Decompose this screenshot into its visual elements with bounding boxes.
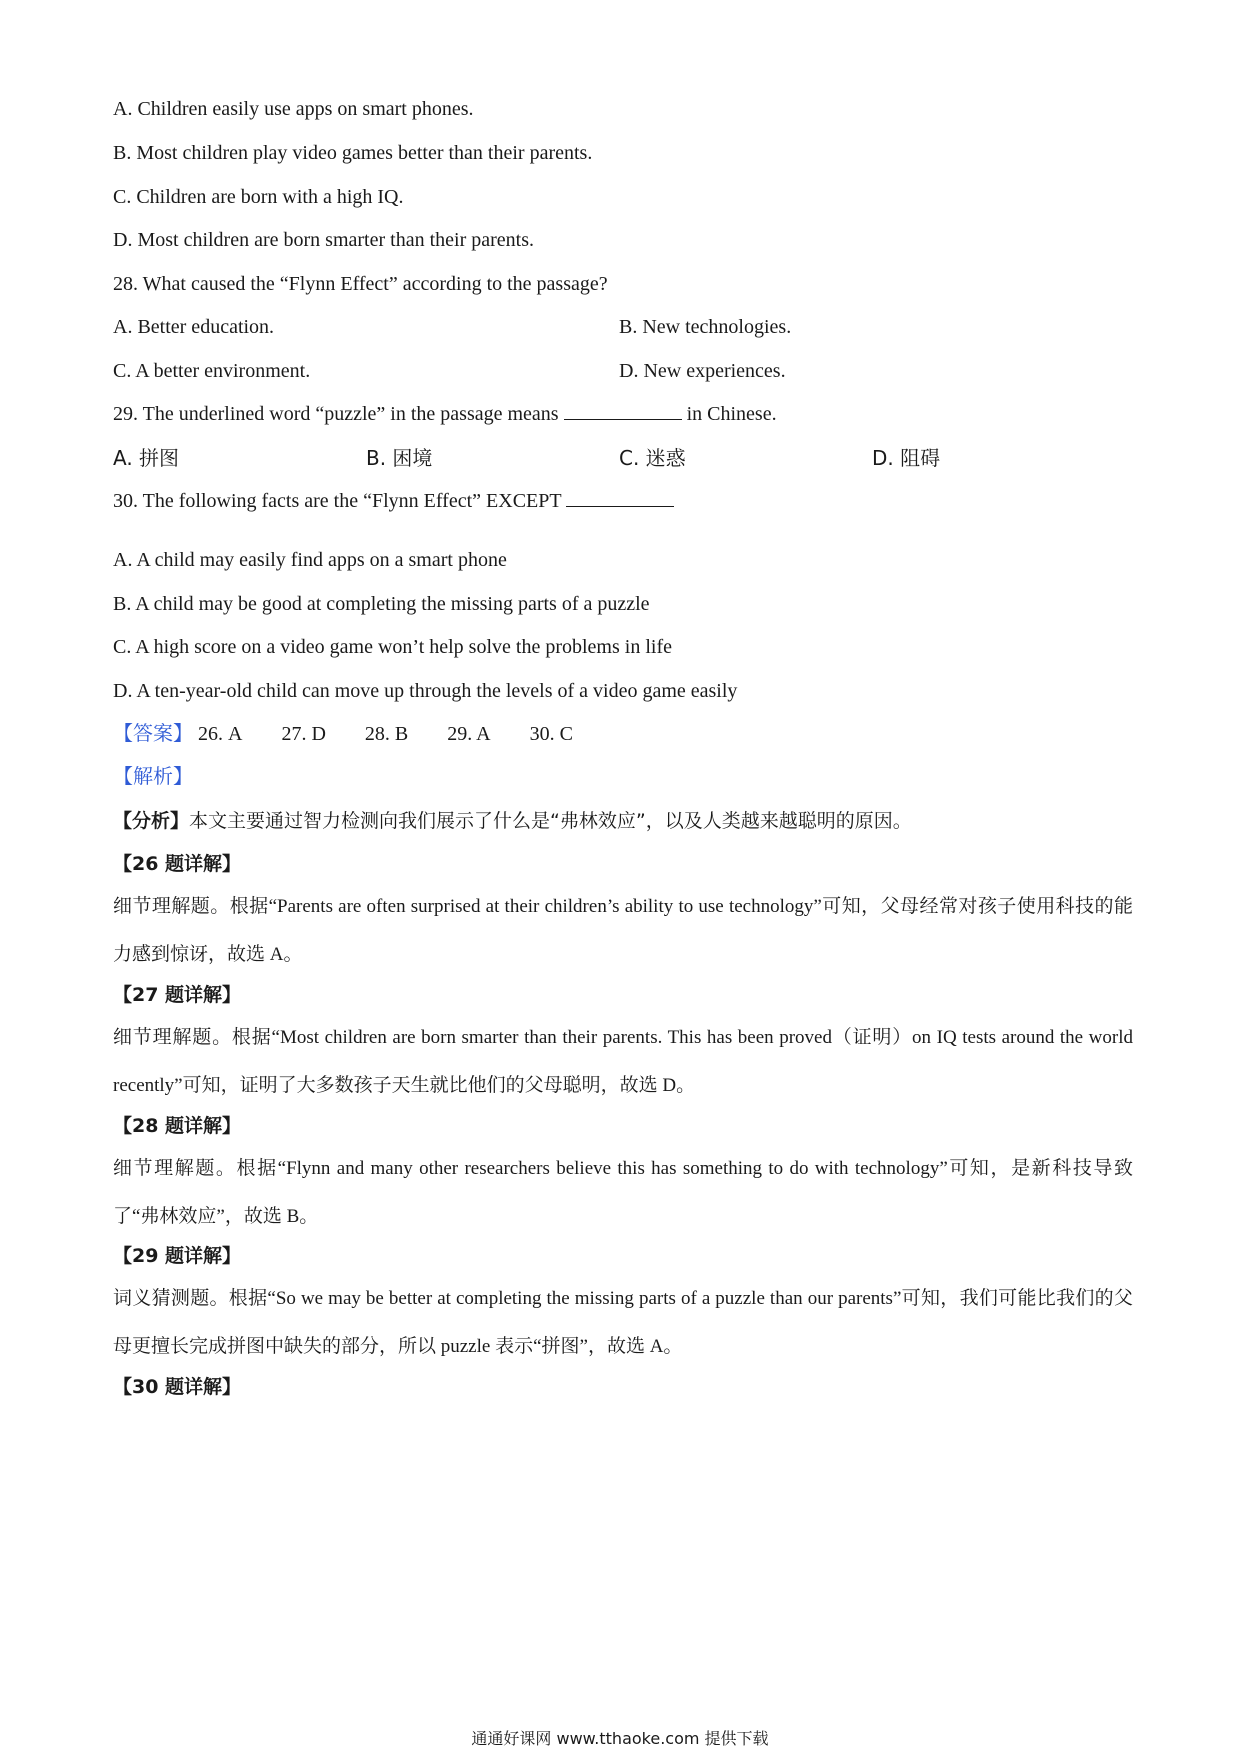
- q29-stem-before: 29. The underlined word “puzzle” in the passage means: [113, 403, 559, 425]
- summary-text: 本文主要通过智力检测向我们展示了什么是“弗林效应”，以及人类越来越聪明的原因。: [189, 810, 912, 832]
- q29-stem-after: in Chinese.: [686, 403, 777, 425]
- detail-28-text: 细节理解题。根据“Flynn and many other researchers believe this has something to do with technology”可知，是新科技导致了“弗林效应”，故选 B。: [113, 1158, 1133, 1227]
- q30-blank: [566, 488, 674, 507]
- q29-option-a: A. 拼图: [113, 446, 180, 470]
- q30-stem-text: 30. The following facts are the “Flynn Effect” EXCEPT: [113, 490, 562, 512]
- detail-27-heading: 【27 题详解】: [113, 984, 242, 1006]
- answer-26: 26. A: [198, 723, 243, 745]
- detail-28-heading: 【28 题详解】: [113, 1115, 242, 1137]
- q28-stem: 28. What caused the “Flynn Effect” according to the passage?: [113, 273, 608, 295]
- q30-option-c: C. A high score on a video game won’t help solve the problems in life: [113, 636, 672, 658]
- q28-option-b: B. New technologies.: [619, 316, 792, 338]
- q30-option-d: D. A ten-year-old child can move up through the levels of a video game easily: [113, 680, 738, 702]
- detail-27-text: 细节理解题。根据“Most children are born smarter than their parents. This has been proved（证明）on IQ tests around the world recently”可知，证明了大多数孩子天生就比他们的父母聪明，故选 D。: [113, 1027, 1133, 1096]
- q28-option-a: A. Better education.: [113, 316, 275, 338]
- detail-30-heading: 【30 题详解】: [113, 1376, 242, 1398]
- detail-29-text: 词义猜测题。根据“So we may be better at completing the missing parts of a puzzle than our parents”可知，我们可能比我们的父母更擅长完成拼图中缺失的部分，所以 puzzle 表示“拼图”，故选 A。: [113, 1288, 1133, 1357]
- answer-27: 27. D: [281, 723, 326, 745]
- answer-label: 【答案】: [113, 723, 193, 745]
- detail-29-heading: 【29 题详解】: [113, 1245, 242, 1267]
- q29-option-b: B. 困境: [366, 446, 433, 470]
- q27-option-d: D. Most children are born smarter than their parents.: [113, 229, 534, 251]
- q29-stem: [113, 401, 777, 427]
- q29-option-d: D. 阻碍: [872, 446, 941, 470]
- detail-26-text: 细节理解题。根据“Parents are often surprised at their children’s ability to use technology”可知，父母经常对孩子使用科技的能力感到惊讶，故选 A。: [113, 896, 1133, 965]
- q29-blank: [564, 401, 682, 420]
- q30-stem: [113, 488, 674, 514]
- answer-line: [113, 721, 607, 747]
- q28-option-d: D. New experiences.: [619, 360, 786, 382]
- q29-option-c: C. 迷惑: [619, 446, 686, 470]
- summary-label: 【分析】: [113, 810, 190, 832]
- answer-29: 29. A: [447, 723, 491, 745]
- analysis-label: 【解析】: [113, 766, 193, 788]
- q27-option-c: C. Children are born with a high IQ.: [113, 186, 404, 208]
- detail-26-heading: 【26 题详解】: [113, 853, 242, 875]
- summary: [113, 808, 912, 834]
- q30-option-b: B. A child may be good at completing the missing parts of a puzzle: [113, 593, 650, 615]
- q27-option-a: A. Children easily use apps on smart phones.: [113, 98, 474, 120]
- q27-option-b: B. Most children play video games better than their parents.: [113, 142, 593, 164]
- q28-option-c: C. A better environment.: [113, 360, 311, 382]
- q30-option-a: A. A child may easily find apps on a smart phone: [113, 549, 507, 571]
- answer-28: 28. B: [364, 723, 409, 745]
- page-footer: 通通好课网 www.tthaoke.com 提供下载: [471, 1729, 769, 1748]
- answer-30: 30. C: [529, 723, 573, 745]
